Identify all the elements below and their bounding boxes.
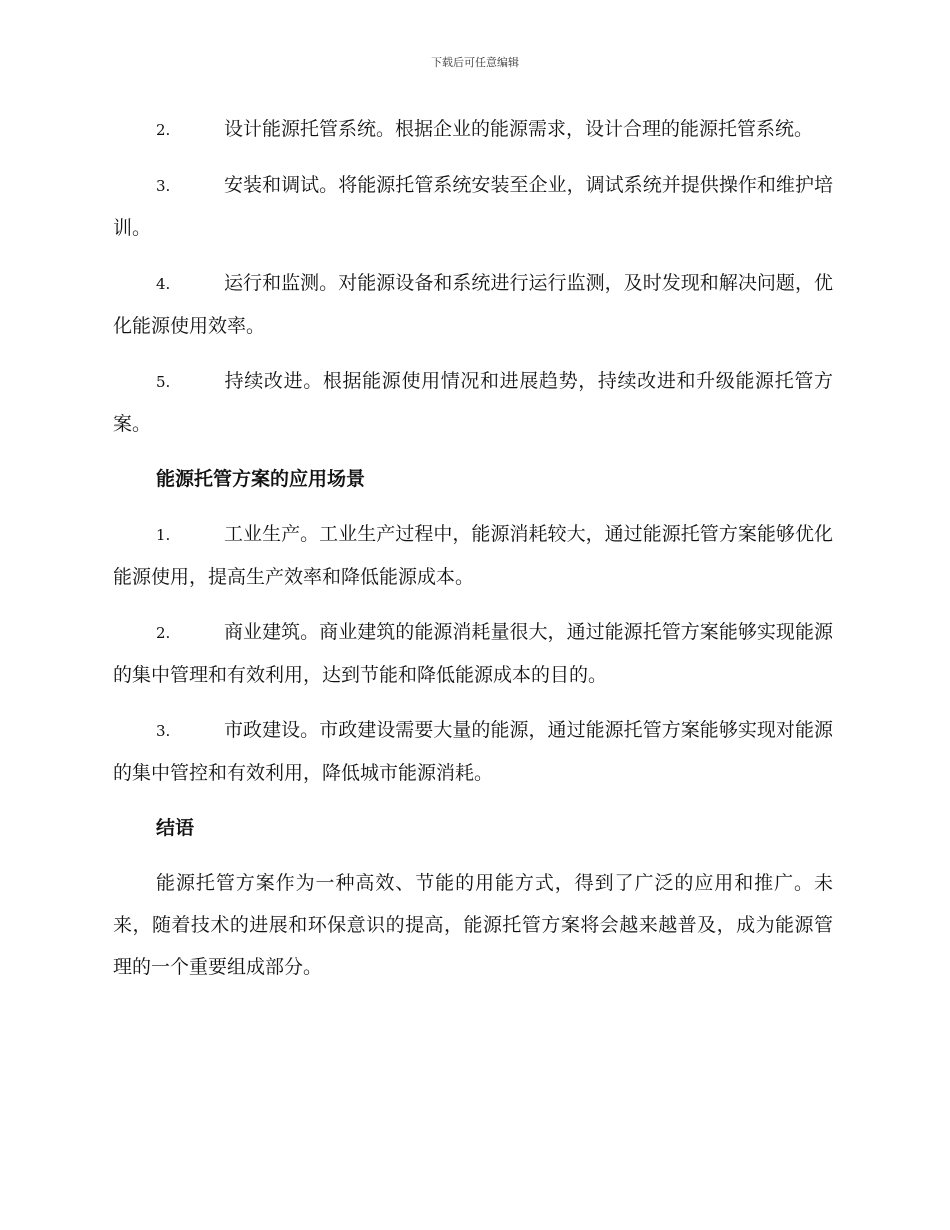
section-heading-conclusion: 结语: [156, 817, 195, 839]
list-item: [113, 513, 833, 598]
list-item: [113, 611, 833, 696]
list-item: [113, 709, 833, 794]
list-item-text: 安装和调试。将能源托管系统安装至企业，调试系统并提供操作和维护培训。: [113, 174, 833, 239]
list-item-text: 运行和监测。对能源设备和系统进行运行监测，及时发现和解决问题，优化能源使用效率。: [113, 272, 833, 337]
conclusion-paragraph: 能源托管方案作为一种高效、节能的用能方式，得到了广泛的应用和推广。未来，随着技术的进展和环保意识的提高，能源托管方案将会越来越普及，成为能源管理的一个重要组成部分。: [113, 872, 833, 978]
section-heading-scenarios: 能源托管方案的应用场景: [156, 468, 366, 490]
document-body: [113, 108, 833, 1001]
list-item: [113, 360, 833, 445]
list-item-number: 3.: [156, 722, 171, 740]
list-item: [113, 108, 833, 151]
list-item: [113, 262, 833, 347]
list-item-number: 3.: [156, 177, 171, 195]
list-item-text: 市政建设。市政建设需要大量的能源，通过能源托管方案能够实现对能源的集中管控和有效利用，降低城市能源消耗。: [113, 719, 833, 784]
page-header-note: 下载后可任意编辑: [431, 56, 519, 69]
list-item-number: 1.: [156, 526, 171, 544]
list-item-number: 2.: [156, 624, 171, 642]
list-item-text: 工业生产。工业生产过程中，能源消耗较大，通过能源托管方案能够优化能源使用，提高生产效率和降低能源成本。: [113, 523, 833, 588]
list-item-text: 设计能源托管系统。根据企业的能源需求，设计合理的能源托管系统。: [224, 118, 814, 140]
list-item-text: 持续改进。根据能源使用情况和进展趋势，持续改进和升级能源托管方案。: [113, 370, 833, 435]
list-item-number: 5.: [156, 373, 171, 391]
list-item: [113, 164, 833, 249]
list-item-number: 4.: [156, 275, 171, 293]
list-item-text: 商业建筑。商业建筑的能源消耗量很大，通过能源托管方案能够实现能源的集中管理和有效利用，达到节能和降低能源成本的目的。: [113, 621, 833, 686]
list-item-number: 2.: [156, 121, 171, 139]
